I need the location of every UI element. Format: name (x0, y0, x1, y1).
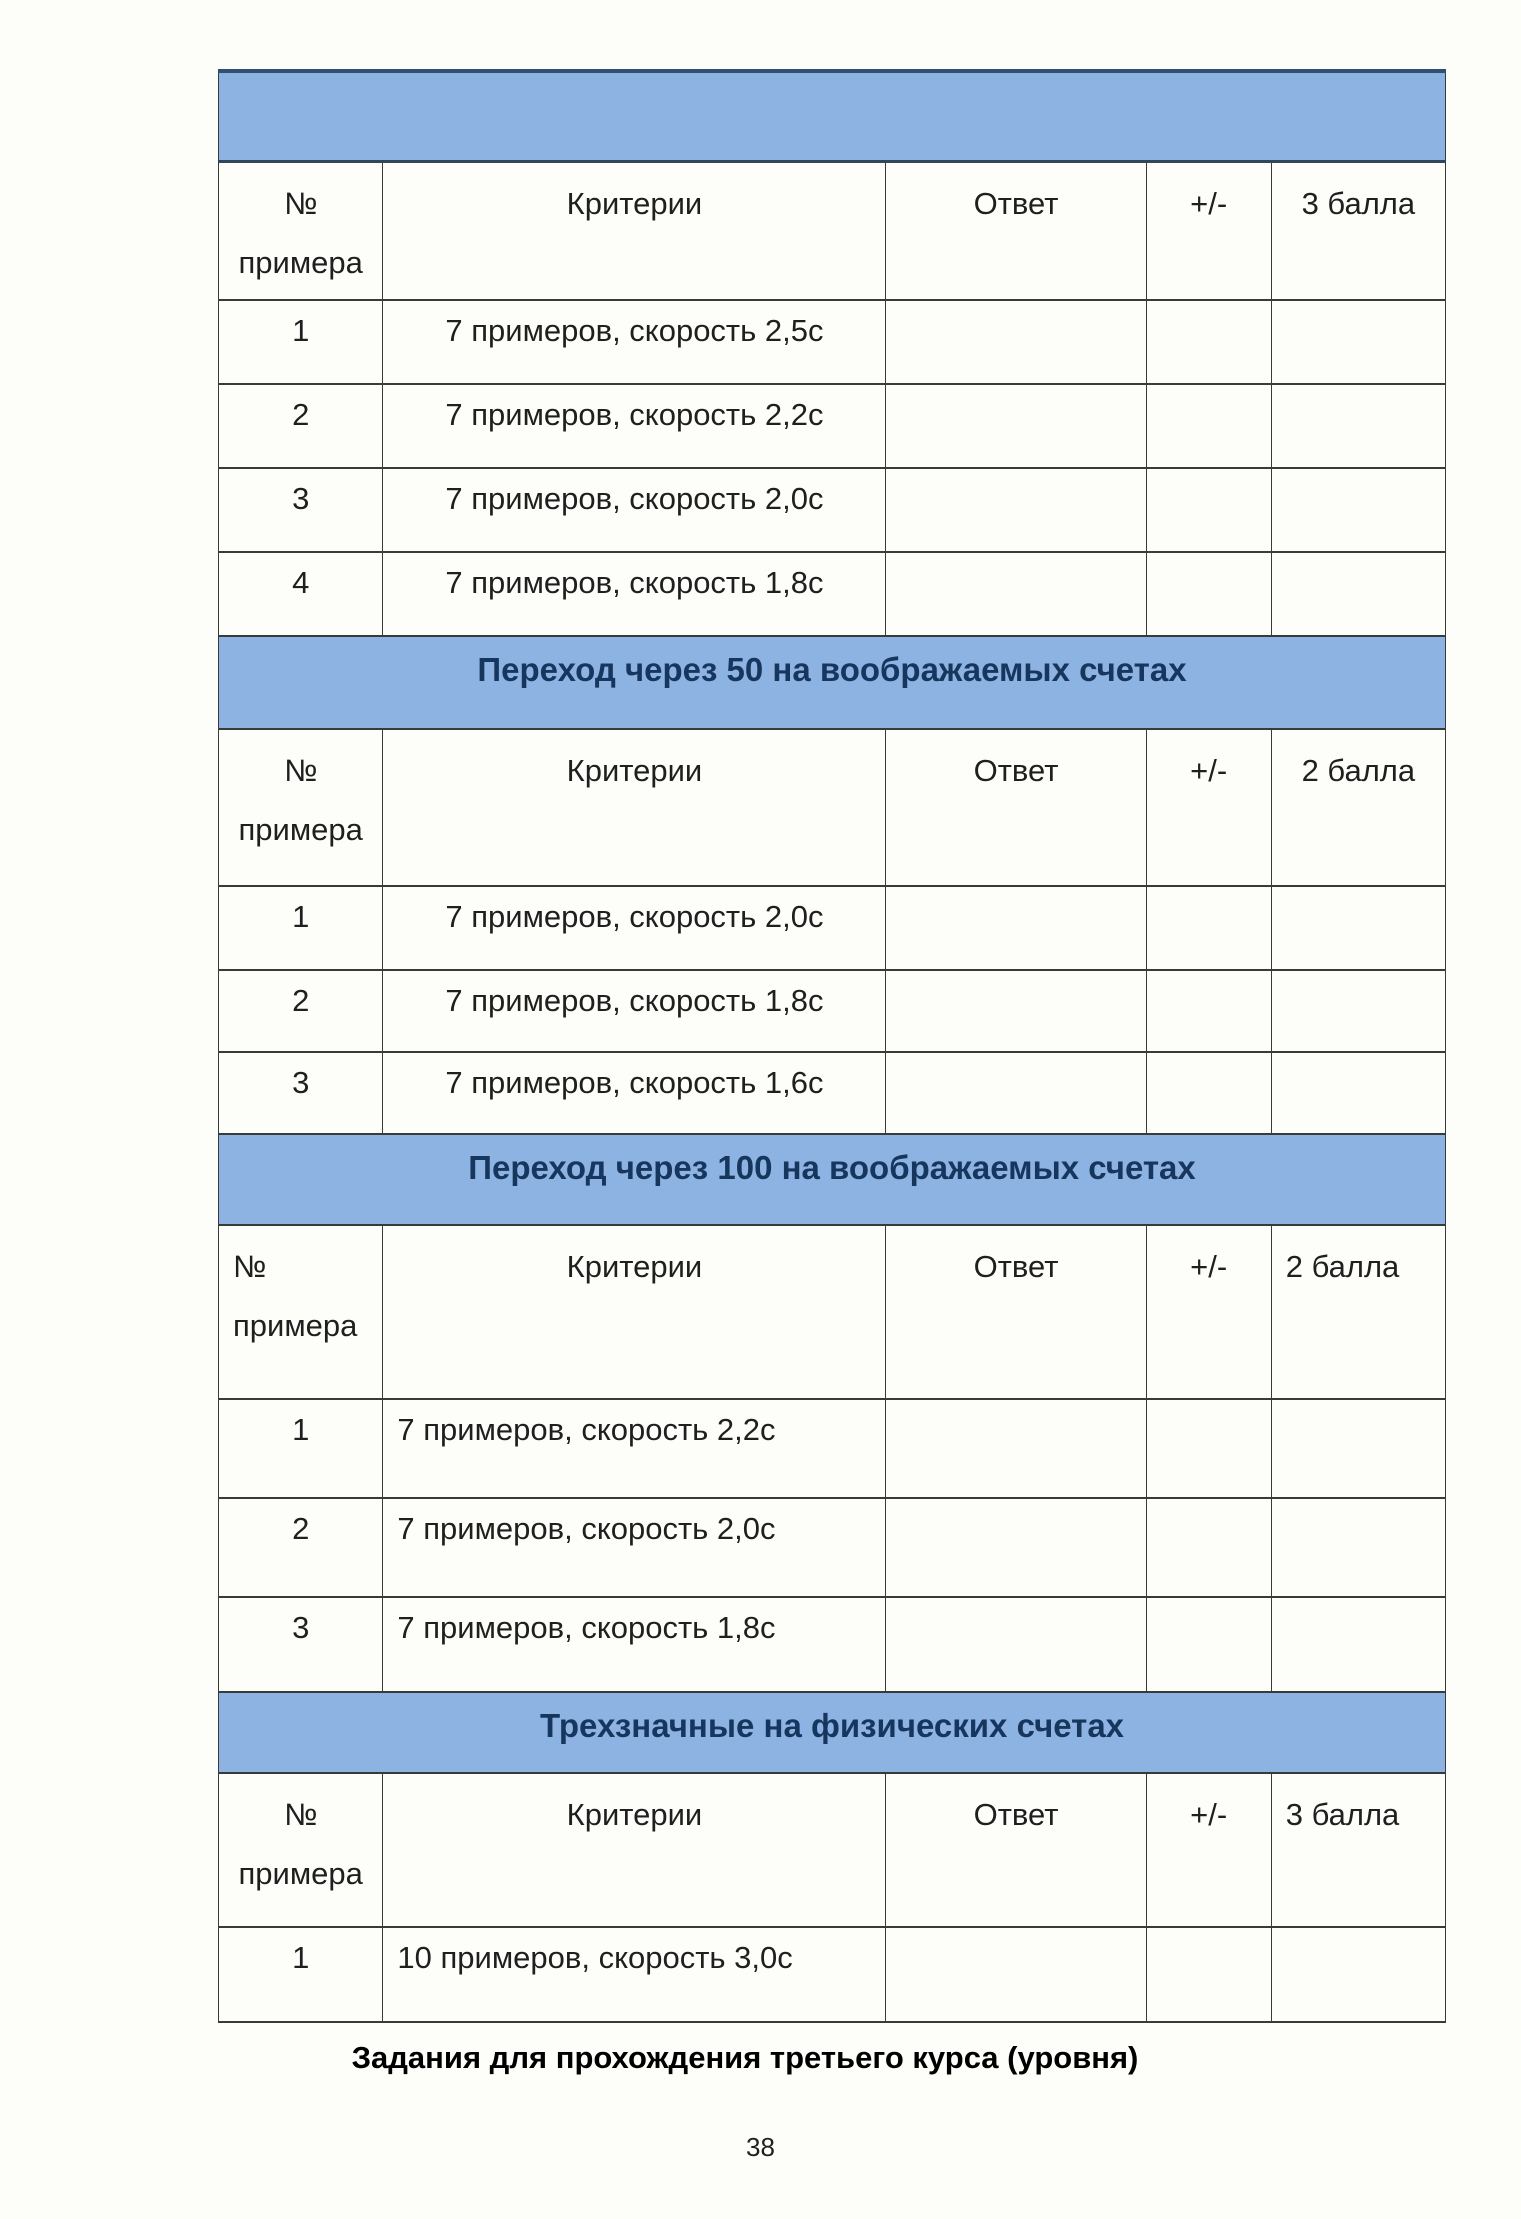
example-number: 3 (219, 1597, 383, 1692)
header-answer-cell: Ответ (886, 162, 1146, 300)
score-cell (1271, 1927, 1445, 2022)
answer-cell (886, 468, 1146, 552)
section-1-title-row (219, 71, 1446, 162)
example-number: 2 (219, 384, 383, 468)
plusminus-cell (1146, 1927, 1271, 2022)
table-row (219, 886, 1446, 970)
section-4-title-row (219, 1692, 1446, 1773)
header-score-cell: 2 балла (1271, 1225, 1445, 1399)
table-caption: Задания для прохождения третьего курса (уровня) (351, 2039, 1139, 2075)
header-num-cell (219, 1225, 383, 1399)
section-2-header-row (219, 729, 1446, 886)
example-number: 2 (219, 970, 383, 1052)
plusminus-cell (1146, 1052, 1271, 1134)
section-1 (219, 71, 1446, 636)
section-3-title-row (219, 1134, 1446, 1225)
score-cell (1271, 1498, 1445, 1597)
criteria-text: 7 примеров, скорость 2,0с (383, 468, 886, 552)
table-row (219, 1597, 1446, 1692)
score-cell (1271, 970, 1445, 1052)
table-row (219, 300, 1446, 384)
table-row (219, 468, 1446, 552)
answer-cell (886, 1597, 1146, 1692)
header-plusminus-cell: +/- (1146, 1773, 1271, 1927)
score-cell (1271, 1399, 1445, 1498)
header-answer-cell: Ответ (886, 1225, 1146, 1399)
answer-cell (886, 300, 1146, 384)
header-num-line1: № (284, 186, 318, 221)
header-num-line1: № (284, 752, 318, 788)
example-number: 4 (219, 552, 383, 636)
header-plusminus-cell: +/- (1146, 729, 1271, 886)
score-cell (1271, 1052, 1445, 1134)
section-3-title-bar: Переход через 100 на воображаемых счетах (219, 1134, 1446, 1225)
answer-cell (886, 1927, 1146, 2022)
table-row (219, 1498, 1446, 1597)
answer-cell (886, 1052, 1146, 1134)
section-4-header-row (219, 1773, 1446, 1927)
section-1-title-bar (219, 71, 1446, 162)
header-num-line2: примера (238, 811, 363, 847)
header-plusminus-cell: +/- (1146, 162, 1271, 300)
criteria-text: 7 примеров, скорость 1,8с (383, 552, 886, 636)
criteria-text: 7 примеров, скорость 2,0с (383, 886, 886, 970)
score-cell (1271, 552, 1445, 636)
plusminus-cell (1146, 300, 1271, 384)
header-num-line2: примера (238, 1855, 363, 1891)
header-criteria-cell: Критерии (383, 162, 886, 300)
example-number: 1 (219, 886, 383, 970)
answer-cell (886, 384, 1146, 468)
example-number: 1 (219, 1399, 383, 1498)
header-num-line2: примера (238, 244, 363, 280)
answer-cell (886, 1399, 1146, 1498)
score-cell (1271, 384, 1445, 468)
plusminus-cell (1146, 552, 1271, 636)
answer-cell (886, 886, 1146, 970)
plusminus-cell (1146, 886, 1271, 970)
answer-cell (886, 552, 1146, 636)
header-answer-cell: Ответ (886, 729, 1146, 886)
header-criteria-cell: Критерии (383, 1773, 886, 1927)
header-score-cell: 2 балла (1271, 729, 1445, 886)
example-number: 1 (219, 300, 383, 384)
header-num-line1: № (284, 1796, 318, 1832)
answer-cell (886, 970, 1146, 1052)
criteria-text: 7 примеров, скорость 1,8с (383, 970, 886, 1052)
page-number: 38 (746, 2131, 775, 2162)
criteria-text: 7 примеров, скорость 2,2с (383, 1399, 886, 1498)
plusminus-cell (1146, 970, 1271, 1052)
section-1-header-row (219, 162, 1446, 300)
section-3 (219, 1134, 1446, 1692)
criteria-text: 7 примеров, скорость 2,0с (383, 1498, 886, 1597)
table-row (219, 384, 1446, 468)
score-cell (1271, 300, 1445, 384)
section-2 (219, 636, 1446, 1134)
table-row (219, 552, 1446, 636)
header-score-cell: 3 балла (1271, 1773, 1445, 1927)
header-num-line2: примера (233, 1307, 358, 1343)
example-number: 2 (219, 1498, 383, 1597)
table-row (219, 970, 1446, 1052)
example-number: 3 (219, 1052, 383, 1134)
header-num-cell (219, 162, 383, 300)
plusminus-cell (1146, 1597, 1271, 1692)
score-cell (1271, 1597, 1445, 1692)
criteria-text: 7 примеров, скорость 2,2с (383, 384, 886, 468)
header-score-cell: 3 балла (1271, 162, 1445, 300)
header-criteria-cell: Критерии (383, 729, 886, 886)
table-row (219, 1399, 1446, 1498)
table-row (219, 1052, 1446, 1134)
plusminus-cell (1146, 1399, 1271, 1498)
section-2-title-row (219, 636, 1446, 729)
criteria-text: 7 примеров, скорость 1,6с (383, 1052, 886, 1134)
header-plusminus-cell: +/- (1146, 1225, 1271, 1399)
answer-cell (886, 1498, 1146, 1597)
header-num-line1: № (233, 1248, 267, 1284)
score-cell (1271, 468, 1445, 552)
document-page (0, 69, 1521, 2219)
criteria-text: 7 примеров, скорость 1,8с (383, 1597, 886, 1692)
criteria-text: 10 примеров, скорость 3,0с (383, 1927, 886, 2022)
score-cell (1271, 886, 1445, 970)
header-criteria-cell: Критерии (383, 1225, 886, 1399)
plusminus-cell (1146, 468, 1271, 552)
example-number: 1 (219, 1927, 383, 2022)
plusminus-cell (1146, 1498, 1271, 1597)
header-answer-cell: Ответ (886, 1773, 1146, 1927)
criteria-text: 7 примеров, скорость 2,5с (383, 300, 886, 384)
example-number: 3 (219, 468, 383, 552)
section-2-title-bar: Переход через 50 на воображаемых счетах (219, 636, 1446, 729)
table-row (219, 1927, 1446, 2022)
section-4-title-bar: Трехзначные на физических счетах (219, 1692, 1446, 1773)
score-table (218, 69, 1446, 2023)
section-3-header-row (219, 1225, 1446, 1399)
header-num-cell (219, 729, 383, 886)
header-num-cell (219, 1773, 383, 1927)
plusminus-cell (1146, 384, 1271, 468)
section-4 (219, 1692, 1446, 2022)
